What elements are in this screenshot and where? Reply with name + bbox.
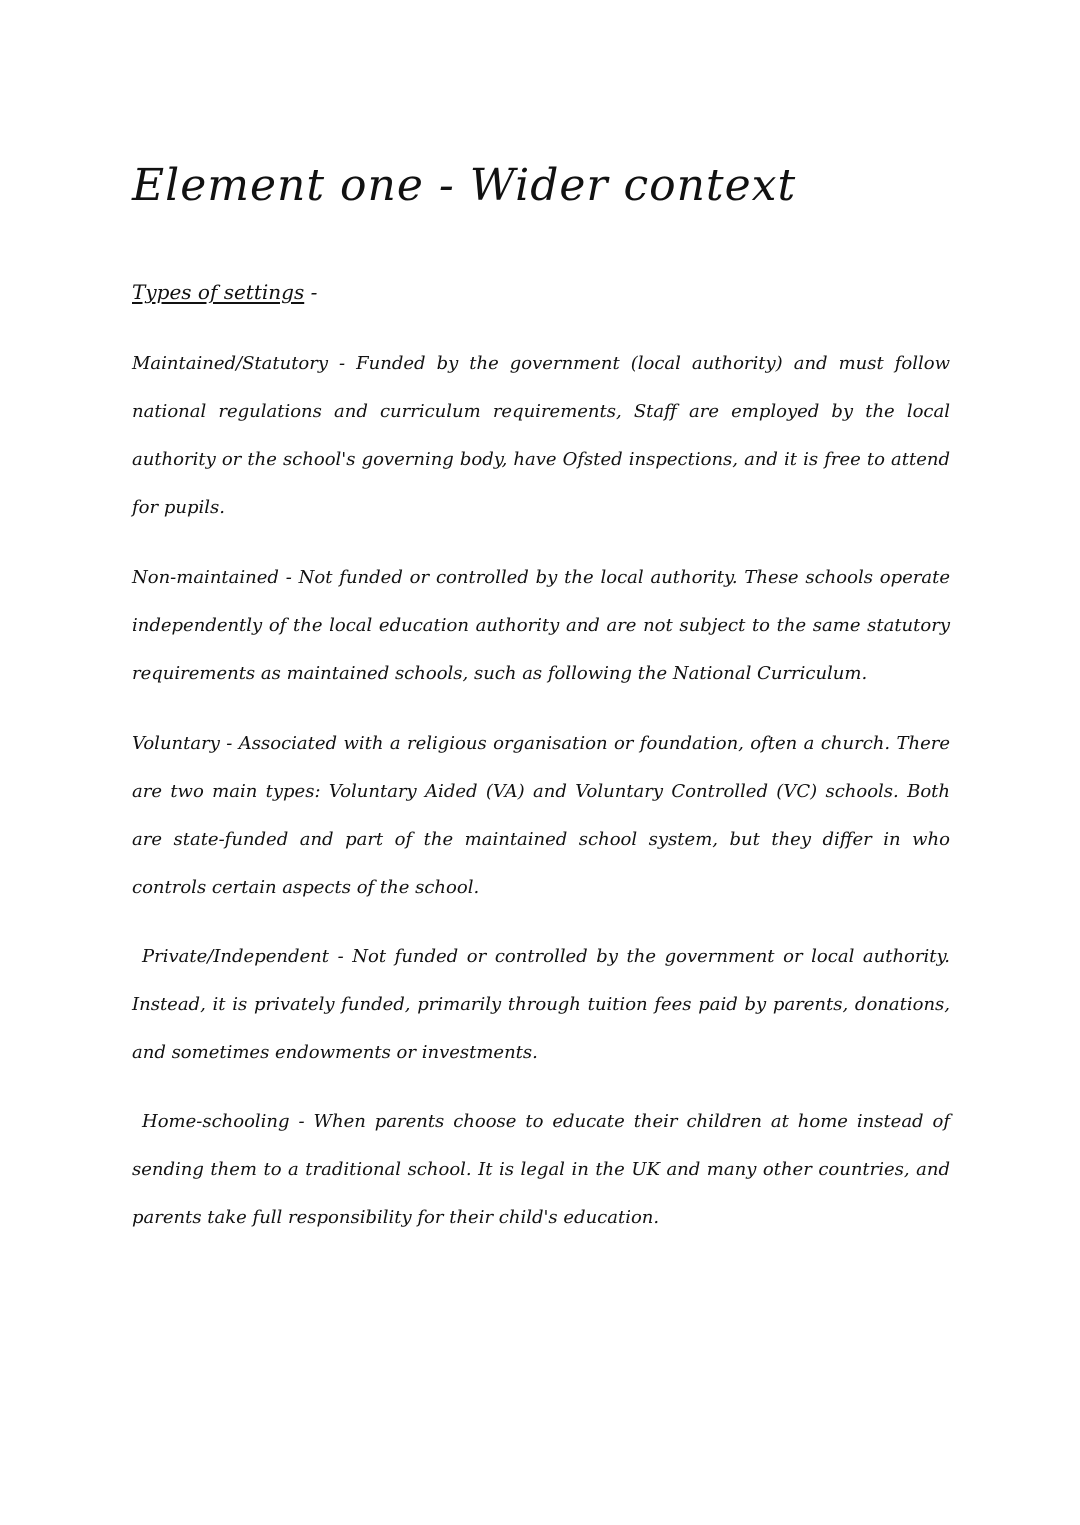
term-separator: - bbox=[219, 733, 239, 754]
section-heading bbox=[132, 280, 317, 304]
paragraph-voluntary bbox=[132, 720, 950, 912]
term: Private/Independent bbox=[142, 946, 329, 967]
definition: When parents choose to educate their children at home instead of sending them to a traditional school. It is legal in the UK and many other countries, and parents take full responsibility for their child's education. bbox=[132, 1111, 950, 1228]
paragraph-private-independent bbox=[132, 933, 950, 1077]
term-separator: - bbox=[328, 353, 357, 374]
paragraph-non-maintained bbox=[132, 554, 950, 698]
term: Maintained/Statutory bbox=[132, 353, 329, 374]
paragraph-maintained bbox=[132, 340, 950, 532]
term: Home-schooling bbox=[142, 1111, 290, 1132]
paragraph-home-schooling bbox=[132, 1098, 950, 1242]
definition: Not funded or controlled by the local authority. These schools operate independently of the local education authority and are not subject to the same statutory requirements as maintained schools, such as following the National Curriculum. bbox=[132, 567, 951, 684]
definition: Not funded or controlled by the government or local authority. Instead, it is privately funded, primarily through tuition fees paid by parents, donations, and sometimes endowments or investments. bbox=[132, 946, 950, 1063]
term: Voluntary bbox=[132, 733, 220, 754]
definition: Funded by the government (local authority) and must follow national regulations and curriculum requirements, Staff are employed by the local authority or the school's governing body, have Ofsted inspections, and it is free to attend for pupils. bbox=[132, 353, 951, 518]
term-separator: - bbox=[289, 1111, 314, 1132]
section-heading-suffix: - bbox=[304, 280, 318, 304]
page-title: Element one - Wider context bbox=[132, 160, 797, 211]
term: Non-maintained bbox=[132, 567, 279, 588]
definition: Associated with a religious organisation or foundation, often a church. There are two main types: Voluntary Aided (VA) and Voluntary Controlled (VC) schools. Both are state-funded and part of the maintained school system, but they differ in who controls certain aspects of the school. bbox=[132, 733, 950, 898]
term-separator: - bbox=[328, 946, 353, 967]
term-separator: - bbox=[278, 567, 299, 588]
section-heading-text: Types of settings bbox=[132, 280, 305, 304]
